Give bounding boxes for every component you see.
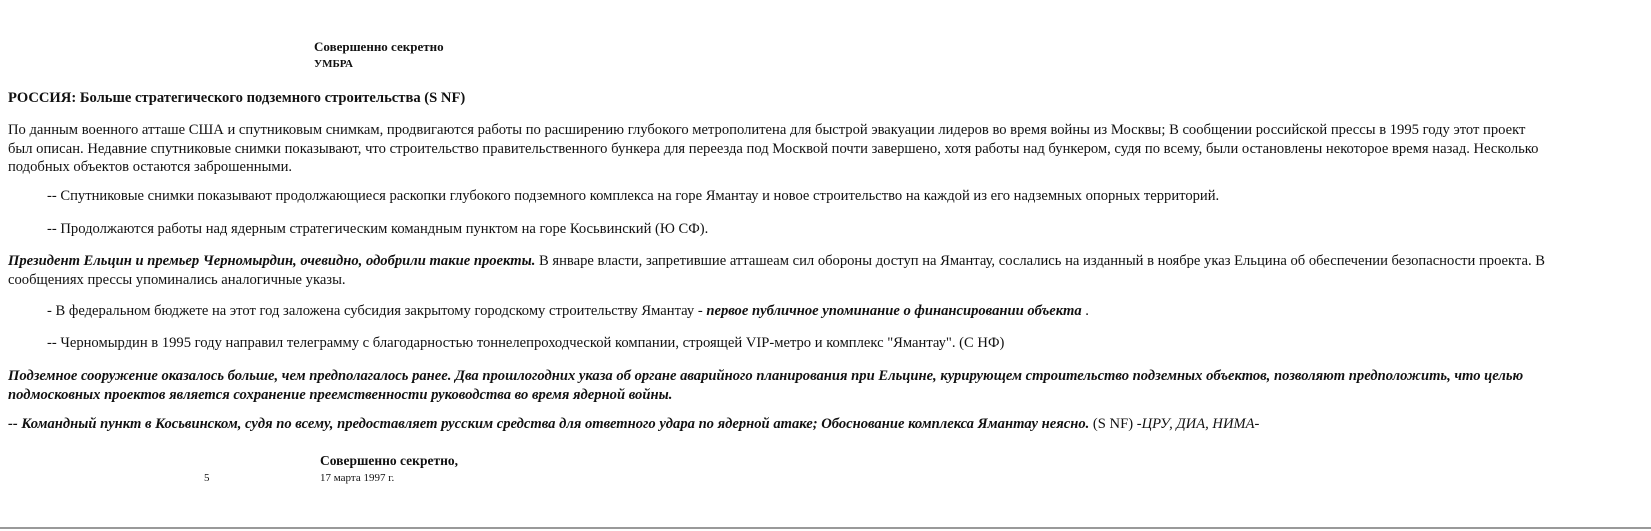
paragraph-4-lead: -- Командный пункт в Косьвинском, судя по всему, предоставляет русским средства для ответного удара по ядерной атаке; Обоснование комплекса Ямантау неясно.: [8, 416, 1090, 432]
divider: [0, 527, 1651, 529]
header-classification: Совершенно секретно: [314, 39, 444, 54]
bullet-3-emphasis: первое публичное упоминание о финансировании объекта: [706, 303, 1082, 319]
bullet-3-end: .: [1081, 303, 1089, 319]
bullet-3-text: - В федеральном бюджете на этот год заложена субсидия закрытому городскому строительству Ямантау -: [47, 303, 707, 319]
header-codeword: УМБРА: [314, 58, 353, 70]
bullet-1: -- Спутниковые снимки показывают продолжающиеся раскопки глубокого подземного комплекса на горе Ямантау и новое строительство на каждой из его надземных опорных территорий.: [47, 188, 1220, 204]
paragraph-4: [8, 415, 1548, 434]
bullet-2: -- Продолжаются работы над ядерным стратегическим командным пунктом на горе Косьвинский (Ю СФ).: [47, 221, 709, 237]
footer-date: 17 марта 1997 г.: [320, 472, 395, 484]
page-title: РОССИЯ: Больше стратегического подземного строительства (S NF): [8, 90, 466, 106]
paragraph-4-marking: (S NF): [1089, 416, 1137, 432]
paragraph-4-source: -ЦРУ, ДИА, НИМА-: [1136, 416, 1260, 432]
page-number: 5: [204, 472, 210, 484]
bullet-3: [47, 302, 1587, 321]
paragraph-1: По данным военного атташе США и спутниковым снимкам, продвигаются работы по расширению глубокого метрополитена для быстрой эвакуации лидеров во время войны из Москвы; В сообщении российской прессы в 1995 году этот проект был описан. Недавние спутниковые снимки показывают, что строительство правительственного бункера для переезда под Москвой почти завершено, хотя работы над бункером, судя по всему, были остановлены некоторое время назад. Несколько подобных объектов остаются заброшенными.: [8, 122, 1539, 176]
paragraph-2: [8, 252, 1548, 289]
paragraph-3: Подземное сооружение оказалось больше, чем предполагалось ранее. Два прошлогодних указа об органе аварийного планирования при Ельцине, курирующем строительство подземных объектов, позволяют предположить, что целью подмосковных проектов является сохранение преемственности руководства во время ядерной войны.: [8, 368, 1524, 403]
footer-classification: Совершенно секретно,: [320, 453, 458, 468]
paragraph-2-rest: В январе власти, запретившие атташеам сил обороны доступ на Ямантау, сослались на изданный в ноябре указ Ельцина об обеспечении безопасности проекта. В сообщениях прессы упоминались аналогичные указы.: [8, 253, 1545, 288]
bullet-4: -- Черномырдин в 1995 году направил телеграмму с благодарностью тоннелепроходческой компании, строящей VIP-метро и комплекс "Ямантау". (С НФ): [47, 335, 1005, 351]
paragraph-2-lead: Президент Ельцин и премьер Черномырдин, очевидно, одобрили такие проекты.: [8, 253, 536, 269]
